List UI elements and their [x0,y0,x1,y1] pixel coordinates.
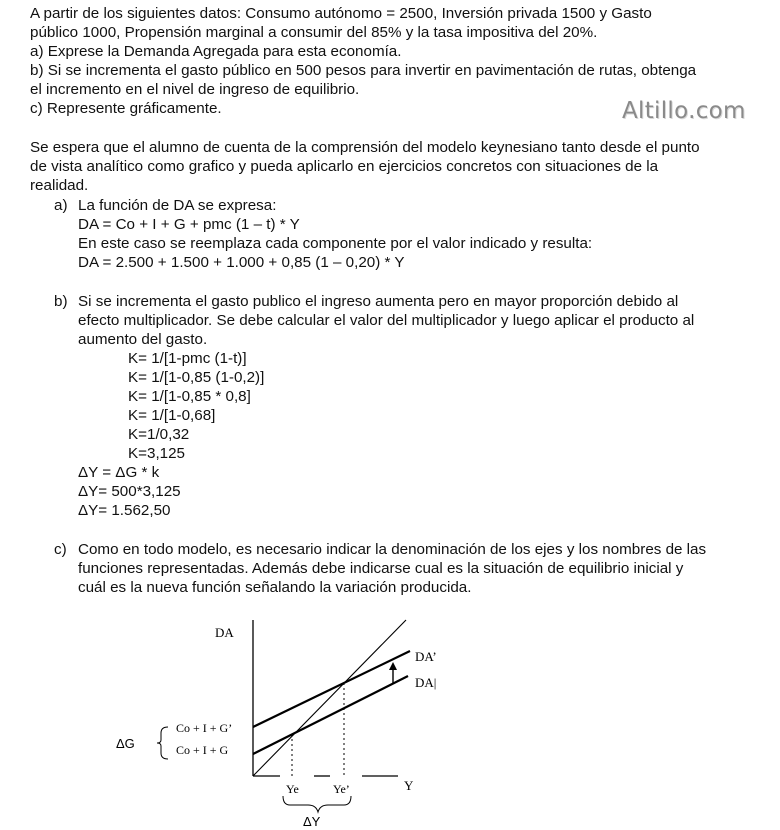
part-b-marker: b) [54,293,68,310]
intro-line-3: realidad. [30,177,89,194]
shift-arrow-head [389,662,397,670]
multiplier-step-2: K= 1/[1-0,85 (1-0,2)] [128,369,265,386]
delta-g-brace [157,727,168,759]
x-axis-label: Y [404,778,414,793]
multiplier-step-5: K=1/0,32 [128,426,190,443]
part-c-line-3: cuál es la nueva función señalando la variación producida. [78,579,472,596]
delta-y-brace [283,796,351,812]
problem-line-6: c) Represente gráficamente. [30,100,222,117]
ye-label: Ye [286,782,299,796]
part-b-line-3: aumento del gasto. [78,331,208,348]
intercept-old-label: Co + I + G [176,743,229,757]
intro-line-1: Se espera que el alumno de cuenta de la comprensión del modelo keynesiano tanto desde el punto [30,139,700,156]
delta-y-step-2: ΔY= 500*3,125 [78,483,181,500]
multiplier-step-4: K= 1/[1-0,68] [128,407,216,424]
multiplier-step-1: K= 1/[1-pmc (1-t)] [128,350,247,367]
part-a-line-1: La función de DA se expresa: [78,197,277,214]
ye-new-label: Ye’ [333,782,350,796]
part-b-line-2: efecto multiplicador. Se debe calcular el valor del multiplicador y luego aplicar el producto al [78,312,695,329]
problem-line-4: b) Si se incrementa el gasto público en 500 pesos para invertir en pavimentación de rutas, obtenga [30,62,697,79]
part-c-line-1: Como en todo modelo, es necesario indicar la denominación de los ejes y los nombres de las [78,541,707,558]
delta-y-step-1: ΔY = ΔG * k [78,464,160,481]
forty-five-degree-line [253,620,406,776]
part-b-line-1: Si se incrementa el gasto publico el ingreso aumenta pero en mayor proporción debido al [78,293,679,310]
delta-y-step-3: ΔY= 1.562,50 [78,502,171,519]
part-c-marker: c) [54,541,67,558]
intro-line-2: de vista analítico como grafico y pueda aplicarlo en ejercicios concretos con situaciones de la [30,158,659,175]
intercept-new-label: Co + I + G’ [176,721,233,735]
multiplier-step-6: K=3,125 [128,445,186,462]
da-new-label: DA’ [415,649,437,664]
part-a-line-3: En este caso se reemplaza cada componente por el valor indicado y resulta: [78,235,593,252]
part-a-marker: a) [54,197,68,214]
part-a-line-4: DA = 2.500 + 1.500 + 1.000 + 0,85 (1 – 0,20) * Y [78,254,405,271]
part-a-line-2: DA = Co + I + G + pmc (1 – t) * Y [78,216,300,233]
da-old-label: DA| [415,675,437,690]
watermark-logo: Altillo.com [622,98,746,124]
problem-line-2: público 1000, Propensión marginal a consumir del 85% y la tasa impositiva del 20%. [30,24,598,41]
part-c-line-2: funciones representadas. Además debe indicarse cual es la situación de equilibrio inicial y [78,560,684,577]
problem-line-1: A partir de los siguientes datos: Consumo autónomo = 2500, Inversión privada 1500 y Gasto [30,5,652,22]
multiplier-step-3: K= 1/[1-0,85 * 0,8] [128,388,251,405]
problem-line-3: a) Exprese la Demanda Agregada para esta economía. [30,43,402,60]
delta-g-label: ΔG [116,736,135,751]
y-axis-label: DA [215,625,234,640]
problem-line-5: el incremento en el nivel de ingreso de equilibrio. [30,81,360,98]
delta-y-label: ΔY [303,814,321,829]
